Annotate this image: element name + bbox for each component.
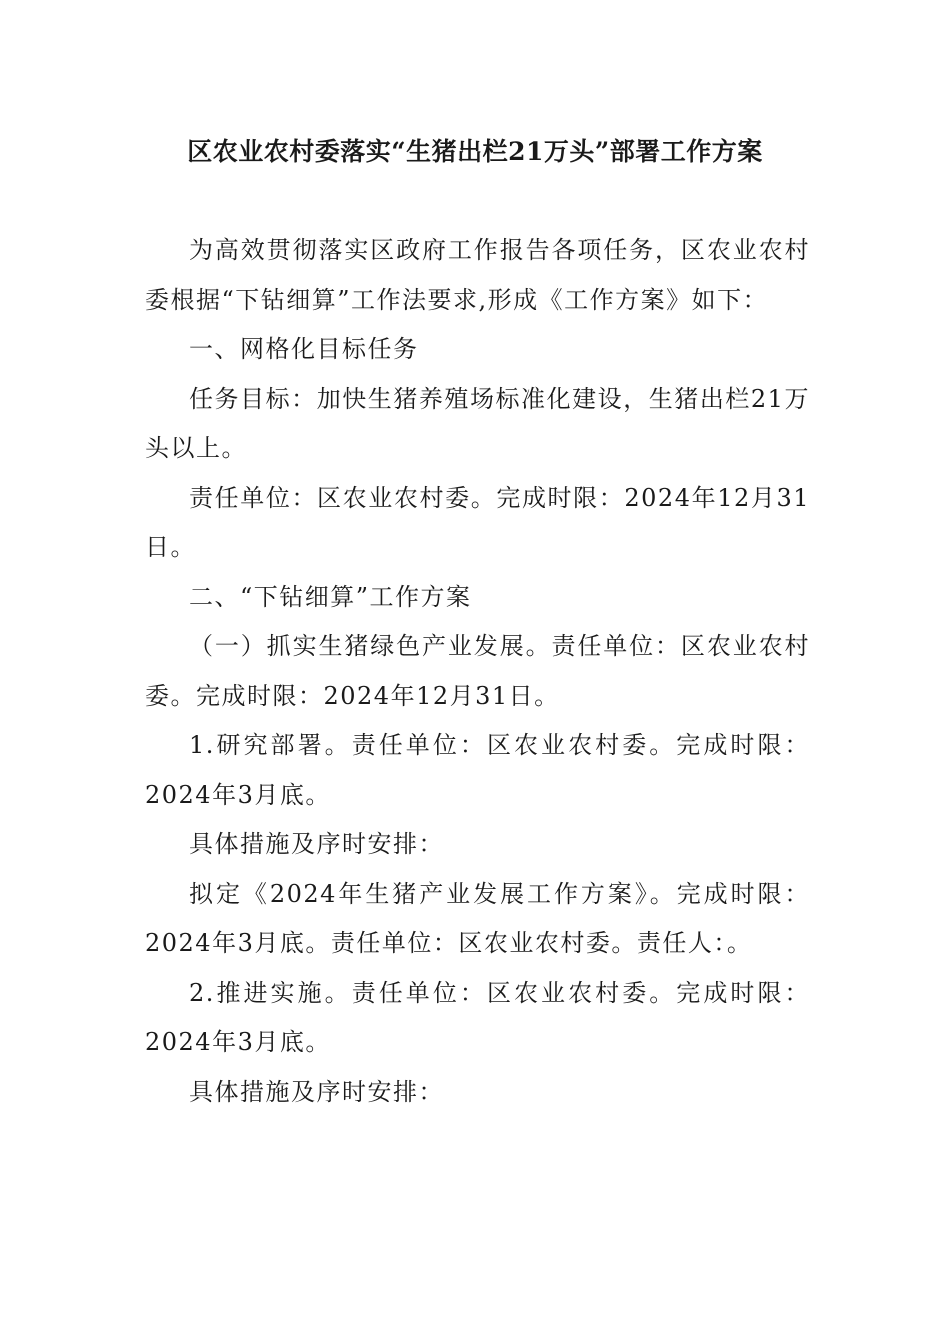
measures-heading-2: 具体措施及序时安排：: [189, 1077, 444, 1106]
subsection-1-paragraph: （一）抓实生猪绿色产业发展。责任单位：区农业农村委。完成时限：2024年12月31日。: [145, 632, 810, 710]
document-body: [145, 226, 810, 1117]
responsibility-paragraph: 责任单位：区农业农村委。完成时限：2024年12月31日。: [145, 483, 810, 561]
task-goal-paragraph: 任务目标：加快生猪养殖场标准化建设，生猪出栏21万头以上。: [145, 384, 810, 462]
intro-paragraph: 为高效贯彻落实区政府工作报告各项任务，区农业农村委根据“下钻细算”工作法要求,形成《工作方案》如下：: [145, 236, 810, 314]
measure-detail-paragraph: 拟定《2024年生猪产业发展工作方案》。完成时限：2024年3月底。责任单位：区农业农村委。责任人：。: [145, 879, 810, 957]
section-heading-1: 一、网格化目标任务: [189, 335, 419, 363]
item-2-paragraph: 2.推进实施。责任单位：区农业农村委。完成时限：2024年3月底。: [145, 978, 810, 1056]
measures-heading-1: 具体措施及序时安排：: [189, 830, 444, 858]
section-heading-2: 二、“下钻细算”工作方案: [189, 582, 472, 611]
document-title: 区农业农村委落实“生猪出栏21万头”部署工作方案: [187, 137, 763, 166]
item-1-paragraph: 1.研究部署。责任单位：区农业农村委。完成时限：2024年3月底。: [145, 731, 810, 809]
